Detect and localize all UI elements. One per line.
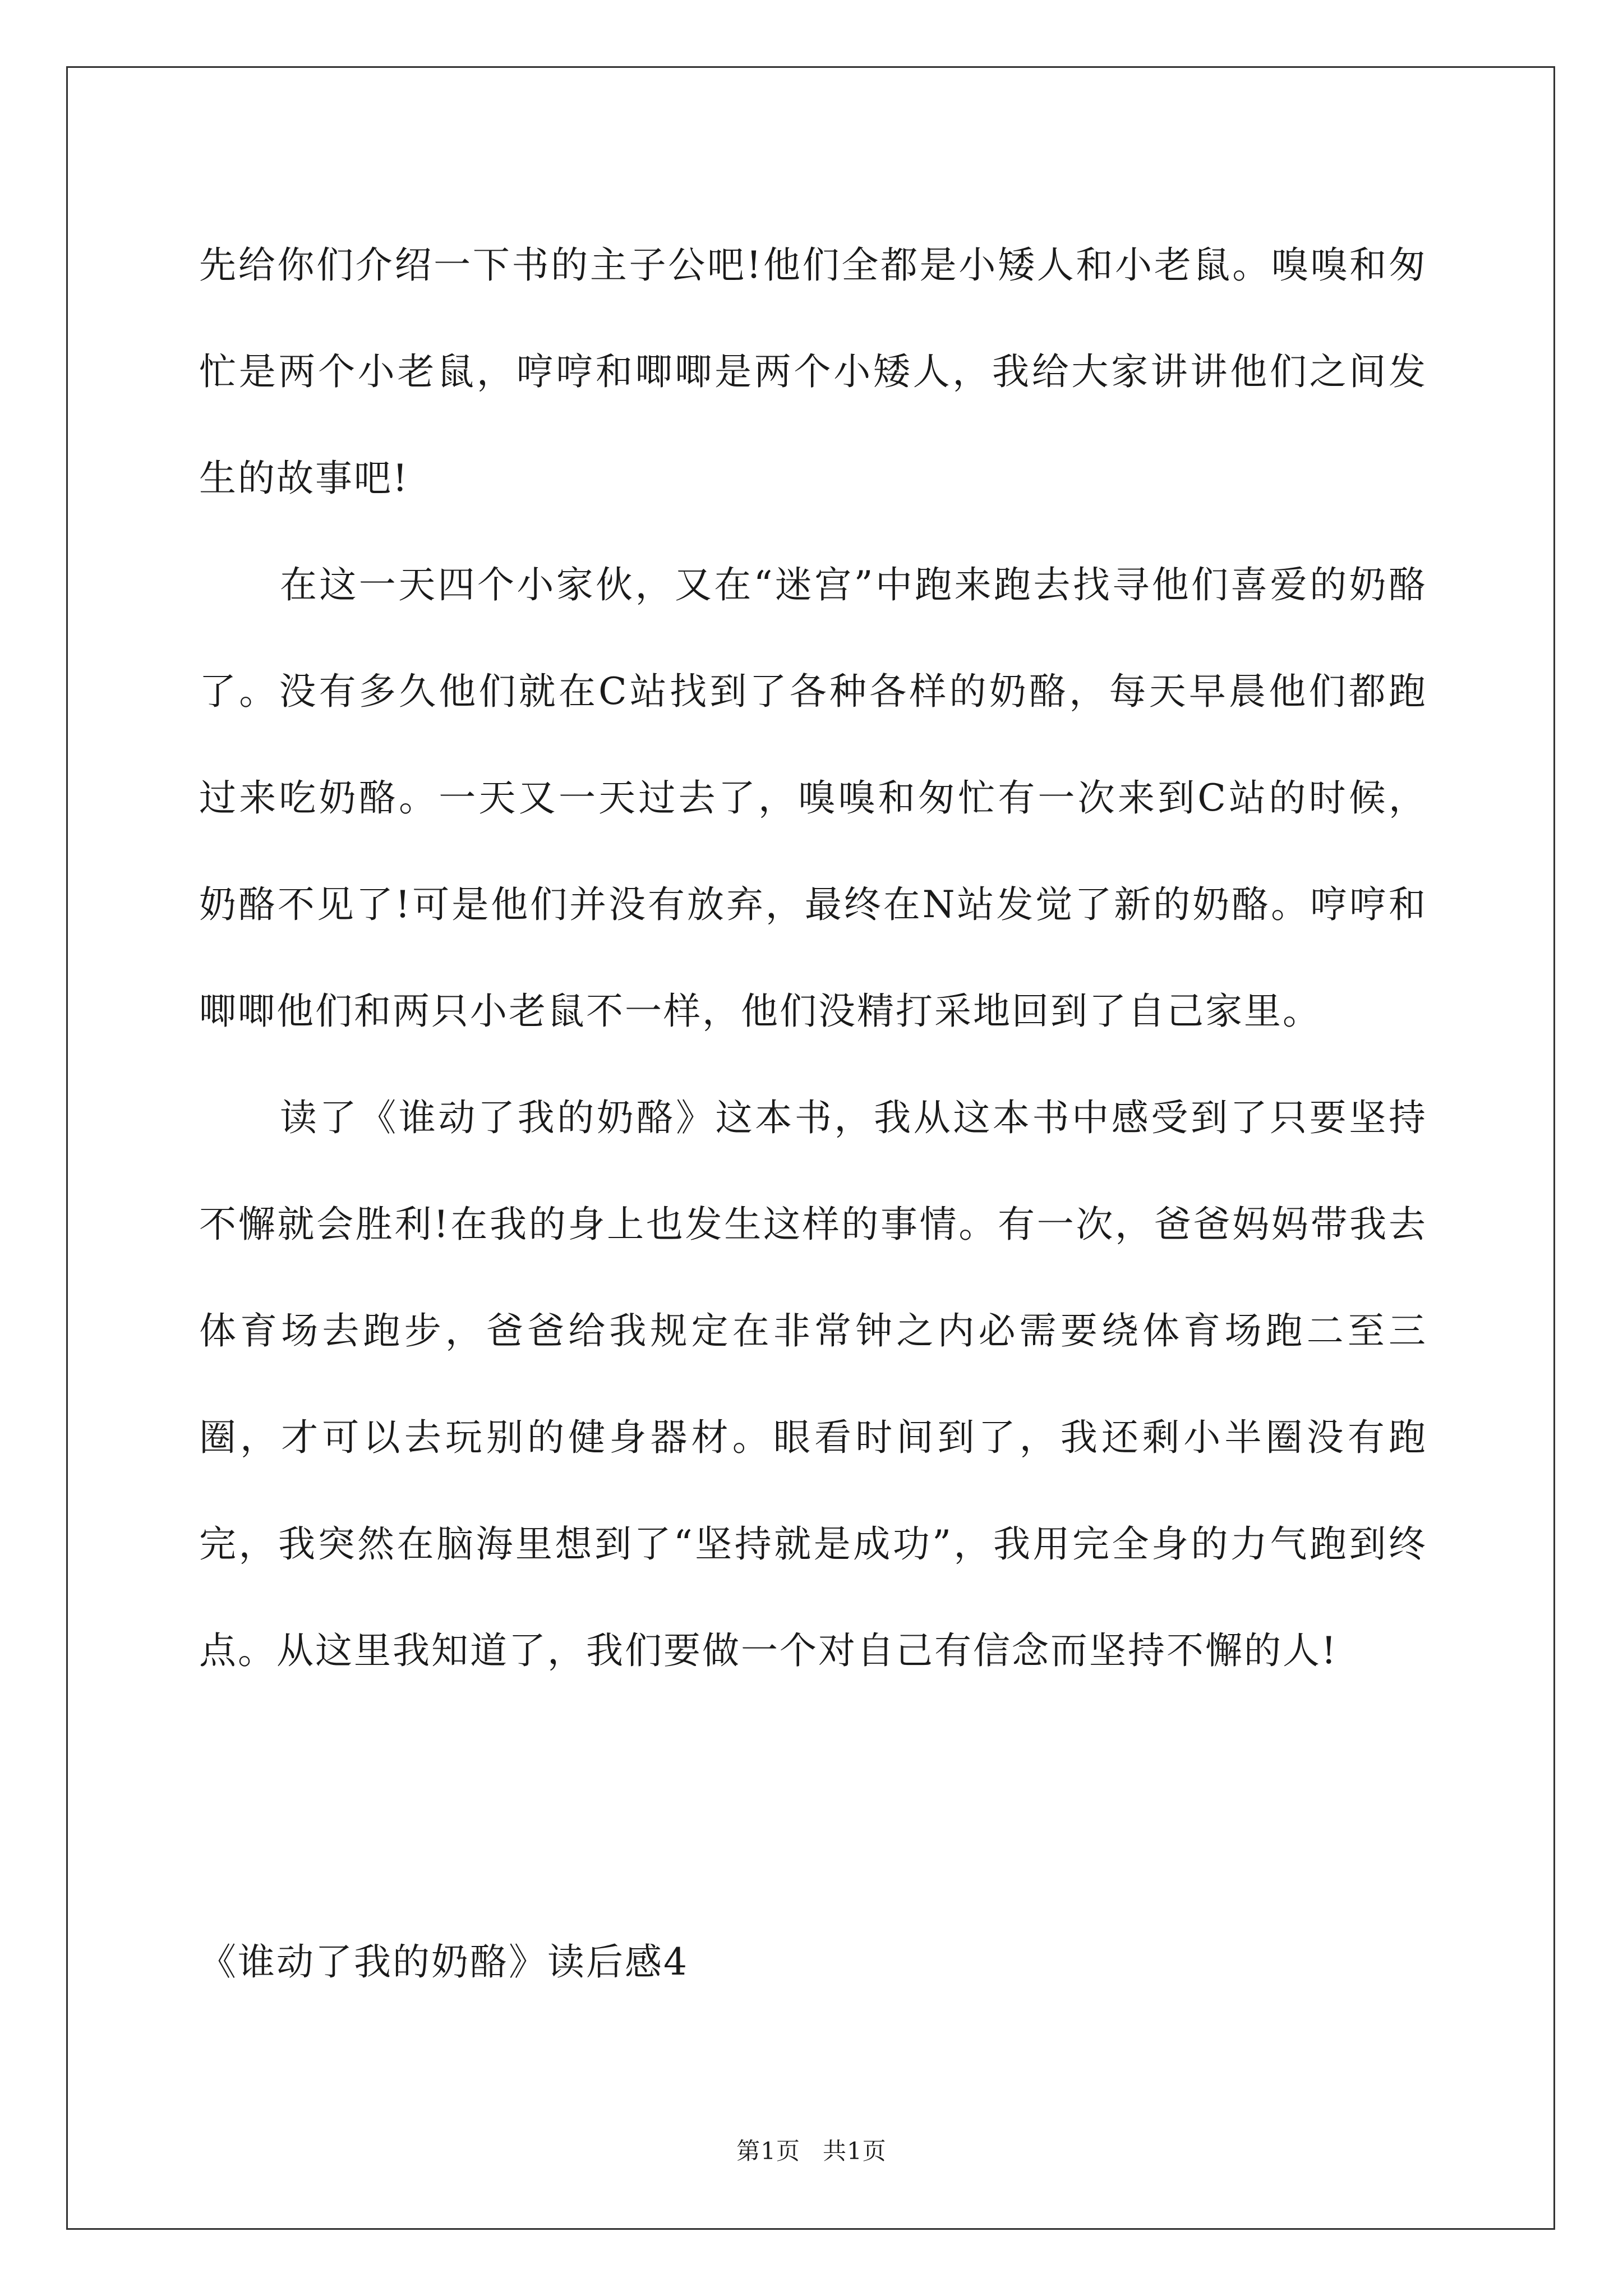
page-number-total: 共1页 — [823, 2137, 887, 2165]
paragraph-story: 在这一天四个小家伙，又在“迷宫”中跑来跑去找寻他们喜爱的奶酪了。没有多久他们就在C站找到了各种各样的奶酪，每天早晨他们都跑过来吃奶酪。一天又一天过去了，嗅嗅和匆忙有一次来到C站的时候，奶酪不见了!可是他们并没有放弃，最终在N站发觉了新的奶酪。哼哼和唧唧他们和两只小老鼠不一样，他们没精打采地回到了自己家里。 — [199, 563, 1427, 1033]
paragraph-reflection: 读了《谁动了我的奶酪》这本书，我从这本书中感受到了只要坚持不懈就会胜利!在我的身上也发生这样的事情。有一次，爸爸妈妈带我去体育场去跑步，爸爸给我规定在非常钟之内必需要绕体育场跑二至三圈，才可以去玩别的健身器材。眼看时间到了，我还剩小半圈没有跑完，我突然在脑海里想到了“坚持就是成功”，我用完全身的力气跑到终点。从这里我知道了，我们要做一个对自己有信念而坚持不懈的人! — [199, 1096, 1427, 1672]
paragraph-intro: 先给你们介绍一下书的主子公吧!他们全都是小矮人和小老鼠。嗅嗅和匆忙是两个小老鼠，哼哼和唧唧是两个小矮人，我给大家讲讲他们之间发生的故事吧! — [199, 243, 1427, 500]
document-body — [199, 212, 1427, 1704]
section-heading: 《谁动了我的奶酪》读后感4 — [199, 1940, 689, 1984]
page-footer — [0, 2134, 1623, 2168]
page-number-current: 第1页 — [736, 2137, 800, 2165]
